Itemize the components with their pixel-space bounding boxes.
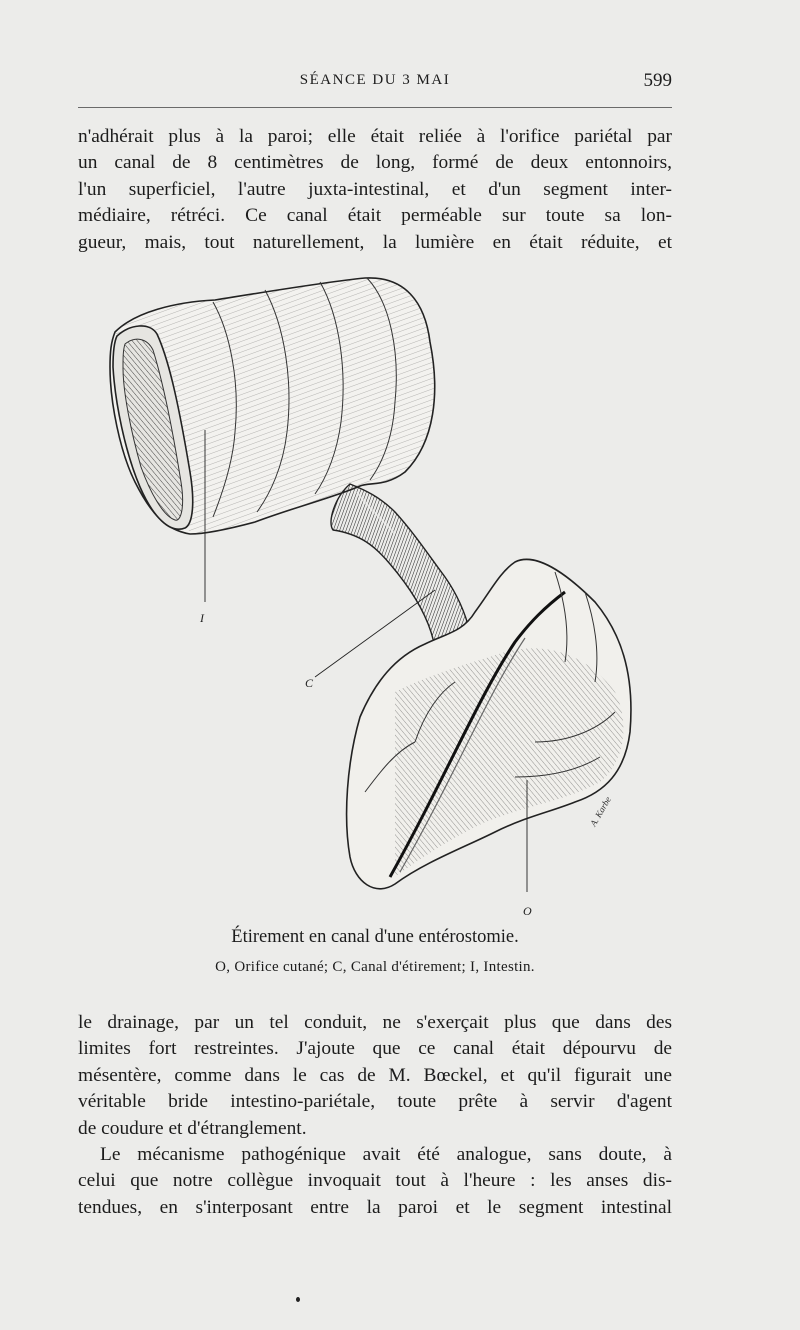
page-header	[78, 68, 672, 98]
text-line: l'un superficiel, l'autre juxta-intestinal, et d'un segment inter-	[78, 178, 672, 200]
text-line: un canal de 8 centimètres de long, formé de deux entonnoirs,	[78, 152, 672, 174]
text-line: limites fort restreintes. J'ajoute que ce canal était dépourvu de	[78, 1038, 672, 1060]
intestine-drawing	[110, 278, 435, 534]
text-line: celui que notre collègue invoquait tout à l'heure : les anses dis-	[78, 1170, 672, 1192]
text-line: gueur, mais, tout naturellement, la lumière en était réduite, et	[78, 231, 672, 253]
text-line: véritable bride intestino-pariétale, toute prête à servir d'agent	[78, 1091, 672, 1113]
paragraph-bottom	[78, 1010, 672, 1221]
label-i-text: I	[200, 611, 204, 625]
page-number: 599	[643, 70, 672, 91]
anatomical-figure	[95, 272, 655, 922]
figure-caption-legend: O, Orifice cutané; C, Canal d'étirement; I, Intestin.	[215, 959, 535, 975]
header-rule	[78, 107, 672, 108]
text-line: le drainage, par un tel conduit, ne s'exerçait plus que dans des	[78, 1012, 672, 1033]
ink-speck	[296, 1297, 300, 1302]
text-line: mésentère, comme dans le cas de M. Bœckel, et qu'il figurait une	[78, 1064, 672, 1086]
text-line: de coudure et d'étranglement.	[78, 1117, 307, 1139]
orifice-drawing	[347, 559, 631, 888]
label-o-text: O	[523, 904, 532, 918]
engraver-signature: A. Karbe	[588, 794, 613, 828]
text-line: Le mécanisme pathogénique avait été analogue, sans doute, à	[100, 1143, 672, 1165]
text-line: tendues, en s'interposant entre la paroi et le segment intestinal	[78, 1196, 672, 1218]
label-c-text: C	[305, 676, 314, 690]
running-title: SÉANCE DU 3 MAI	[299, 72, 451, 88]
text-line: n'adhérait plus à la paroi; elle était reliée à l'orifice pariétal par	[78, 126, 672, 147]
paragraph-top	[78, 124, 672, 256]
text-line: médiaire, rétréci. Ce canal était perméable sur toute sa lon-	[78, 205, 672, 227]
figure-caption-title: Étirement en canal d'une entérostomie.	[231, 927, 519, 947]
